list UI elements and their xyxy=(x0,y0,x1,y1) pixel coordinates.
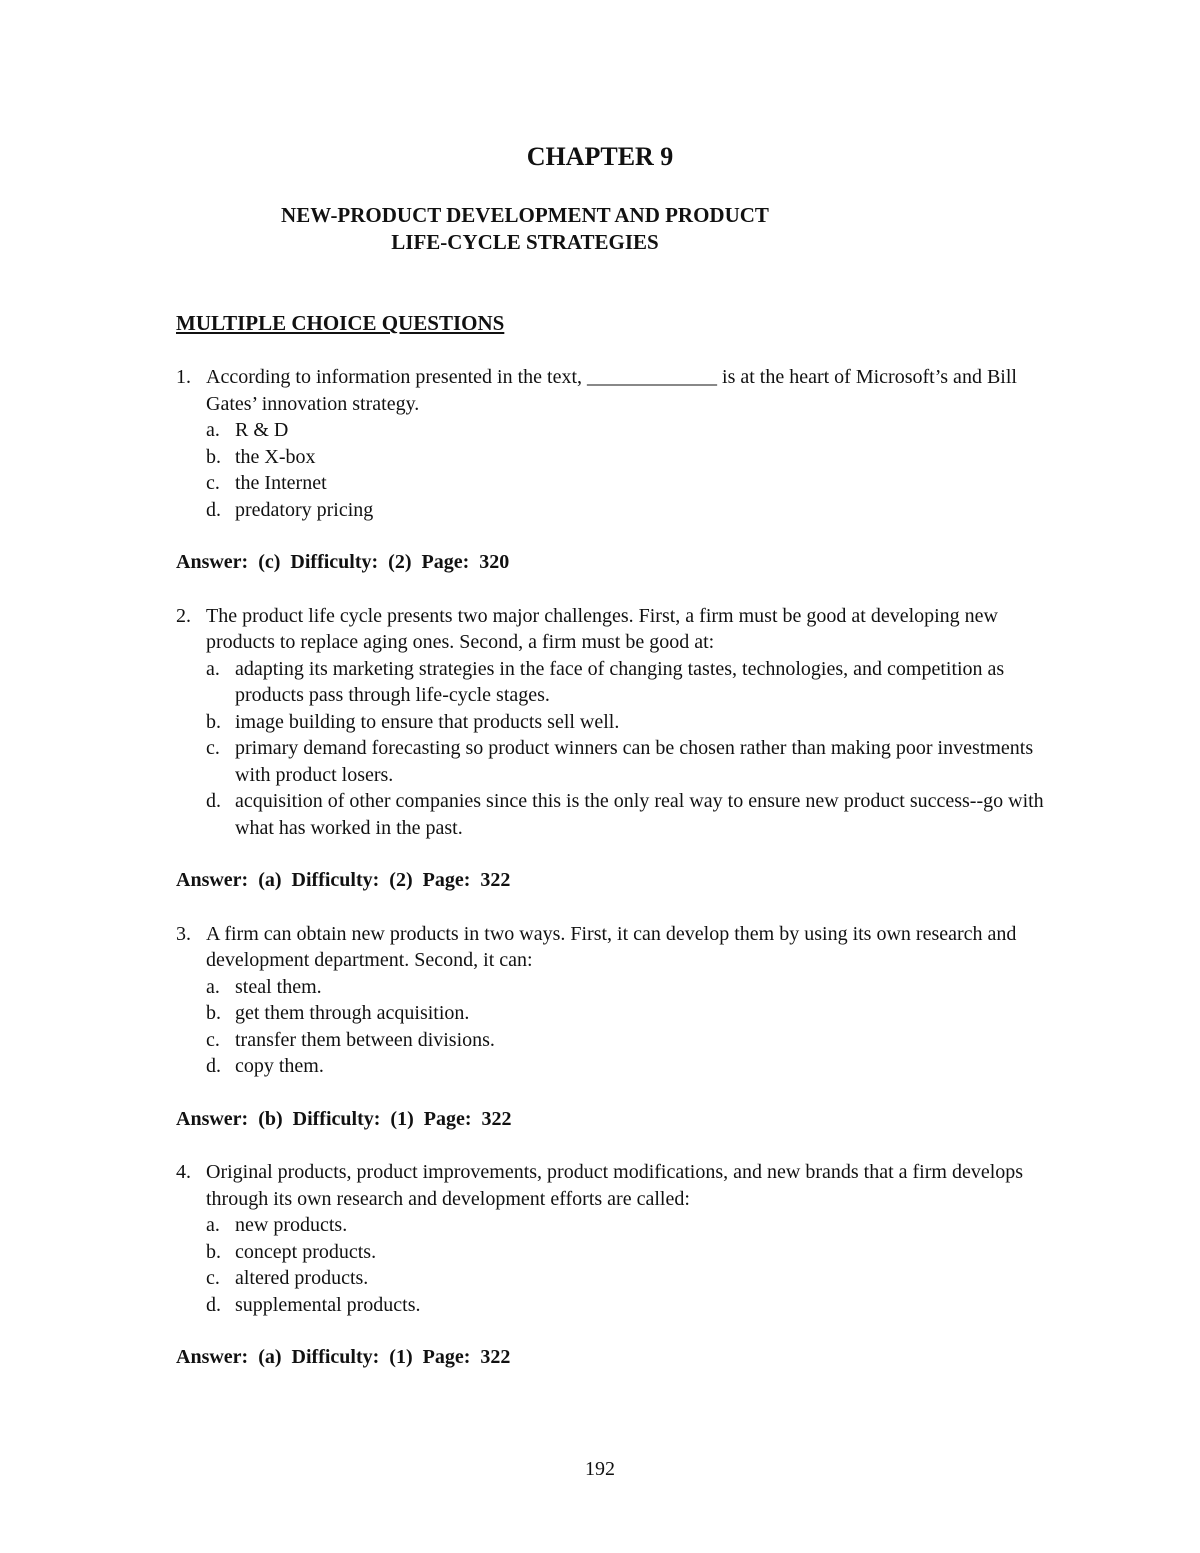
option-text: the Internet xyxy=(235,472,327,494)
question-text: Original products, product improvements, product modifications, and new brands that a firm develops through its own research and development efforts are called: xyxy=(206,1161,1024,1210)
option-c xyxy=(206,1027,1056,1054)
question-list xyxy=(176,364,1056,1398)
option-text: adapting its marketing strategies in the face of changing tastes, technologies, and competition as products pass through life-cycle stages. xyxy=(235,657,1005,706)
option-list xyxy=(206,656,1056,842)
option-text: concept products. xyxy=(235,1240,377,1263)
answer-line: Answer: (a) Difficulty: (1) Page: 322 xyxy=(176,1346,511,1368)
option-text: copy them. xyxy=(235,1055,324,1077)
question-4 xyxy=(176,1159,1056,1371)
option-d xyxy=(206,497,1056,524)
option-text: new products. xyxy=(235,1214,348,1236)
option-c xyxy=(206,1265,1056,1292)
question-number: 3. xyxy=(176,922,191,945)
option-a xyxy=(206,1212,1056,1239)
question-text: The product life cycle presents two major challenges. First, a firm must be good at developing new products to replace aging ones. Second, a firm must be good at: xyxy=(206,604,999,653)
option-c xyxy=(206,735,1056,788)
option-b xyxy=(206,1000,1056,1027)
chapter-subtitle-line-2: LIFE-CYCLE STRATEGIES xyxy=(391,230,659,254)
chapter-title: CHAPTER 9 xyxy=(526,142,674,171)
option-a xyxy=(206,974,1056,1001)
option-list xyxy=(206,974,1056,1080)
question-text: According to information presented in the text, _____________ is at the heart of Microsoft’s and Bill Gates’ innovation strategy. xyxy=(206,366,1017,415)
option-text: acquisition of other companies since this is the only real way to ensure new product success--go with what has worked in the past. xyxy=(235,790,1044,839)
option-letter: b. xyxy=(206,445,221,468)
option-letter: c. xyxy=(206,472,220,494)
question-stem xyxy=(176,1159,1056,1212)
option-text: predatory pricing xyxy=(235,498,374,521)
question-number: 4. xyxy=(176,1161,191,1183)
option-letter: b. xyxy=(206,710,221,733)
option-letter: b. xyxy=(206,1240,221,1263)
option-text: steal them. xyxy=(235,975,322,998)
option-list xyxy=(206,1212,1056,1318)
option-text: altered products. xyxy=(235,1267,369,1289)
question-stem xyxy=(176,364,1056,417)
option-letter: a. xyxy=(206,1214,220,1236)
question-3 xyxy=(176,921,1056,1133)
option-text: primary demand forecasting so product winners can be chosen rather than making poor investments with product losers. xyxy=(235,737,1034,786)
option-letter: d. xyxy=(206,1293,221,1316)
section-heading: MULTIPLE CHOICE QUESTIONS xyxy=(176,311,505,335)
option-text: supplemental products. xyxy=(235,1293,421,1316)
option-b xyxy=(206,1239,1056,1266)
option-letter: c. xyxy=(206,1267,220,1289)
option-d xyxy=(206,788,1056,841)
option-letter: b. xyxy=(206,1002,221,1024)
question-number: 2. xyxy=(176,604,191,627)
option-letter: d. xyxy=(206,498,221,521)
question-2 xyxy=(176,603,1056,894)
option-letter: a. xyxy=(206,419,220,441)
option-letter: d. xyxy=(206,790,221,812)
option-d xyxy=(206,1292,1056,1319)
option-text: the X-box xyxy=(235,445,316,468)
chapter-subtitle-line-1: NEW-PRODUCT DEVELOPMENT AND PRODUCT xyxy=(281,203,769,227)
option-c xyxy=(206,470,1056,497)
option-letter: c. xyxy=(206,737,220,759)
option-d xyxy=(206,1053,1056,1080)
question-text: A firm can obtain new products in two ways. First, it can develop them by using its own research and development department. Second, it can: xyxy=(206,922,1017,971)
option-text: transfer them between divisions. xyxy=(235,1028,495,1051)
question-1 xyxy=(176,364,1056,576)
chapter-subtitle xyxy=(0,202,1050,256)
option-list xyxy=(206,417,1056,523)
option-letter: d. xyxy=(206,1055,221,1077)
answer-line: Answer: (c) Difficulty: (2) Page: 320 xyxy=(176,551,510,573)
option-text: R & D xyxy=(235,419,289,441)
page-number: 192 xyxy=(585,1458,615,1480)
option-b xyxy=(206,709,1056,736)
option-text: image building to ensure that products sell well. xyxy=(235,710,620,733)
option-letter: a. xyxy=(206,975,220,998)
option-b xyxy=(206,444,1056,471)
option-a xyxy=(206,417,1056,444)
question-stem xyxy=(176,603,1056,656)
option-a xyxy=(206,656,1056,709)
answer-line: Answer: (b) Difficulty: (1) Page: 322 xyxy=(176,1107,512,1130)
answer-line: Answer: (a) Difficulty: (2) Page: 322 xyxy=(176,869,511,891)
option-letter: a. xyxy=(206,657,220,680)
option-text: get them through acquisition. xyxy=(235,1002,470,1024)
option-letter: c. xyxy=(206,1028,220,1051)
question-stem xyxy=(176,921,1056,974)
question-number: 1. xyxy=(176,366,191,388)
